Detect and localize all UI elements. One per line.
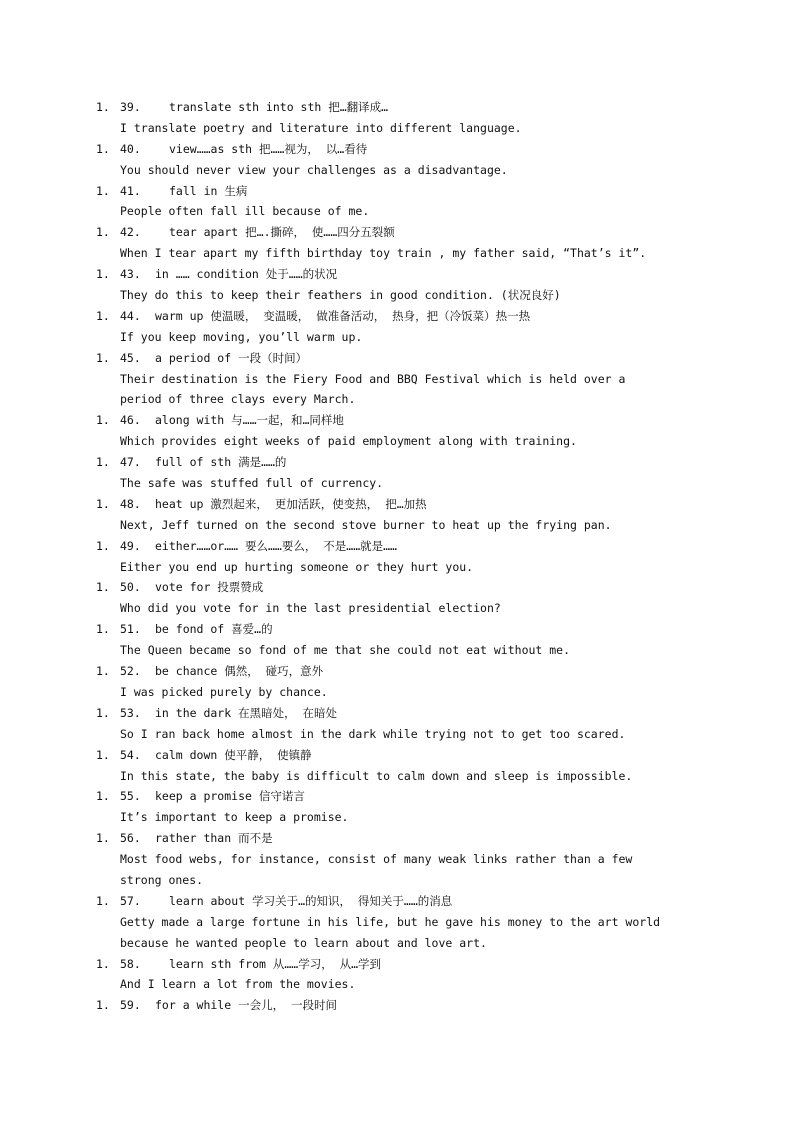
example-sentence: strong ones.	[120, 872, 204, 887]
example-sentence: The safe was stuffed full of currency.	[120, 476, 384, 491]
phrase-entry	[0, 139, 794, 181]
phrase-term: calm down 使平静， 使镇静	[155, 747, 312, 762]
example-sentence: So I ran back home almost in the dark while trying not to get too scared.	[120, 726, 626, 741]
phrase-heading	[0, 181, 794, 202]
item-number: 44.	[120, 308, 141, 323]
phrase-heading	[0, 703, 794, 724]
example-sentence: Which provides eight weeks of paid employment along with training.	[120, 434, 577, 449]
list-number: 1.	[96, 413, 110, 428]
phrase-entry	[0, 954, 794, 996]
example-sentence: I translate poetry and literature into different language.	[120, 120, 522, 135]
phrase-entry	[0, 348, 794, 411]
phrase-term: be chance 偶然， 碰巧，意外	[155, 664, 324, 679]
example-sentence: Getty made a large fortune in his life, but he gave his money to the art world	[120, 914, 661, 929]
phrase-term: for a while 一会儿， 一段时间	[155, 998, 338, 1013]
list-number: 1.	[96, 141, 110, 156]
phrase-heading	[0, 264, 794, 285]
phrase-term: vote for 投票赞成	[155, 580, 264, 595]
phrase-heading	[0, 348, 794, 369]
phrase-entry	[0, 891, 794, 954]
phrase-term: learn about 学习关于…的知识， 得知关于……的消息	[169, 893, 453, 908]
phrase-heading	[0, 828, 794, 849]
example-sentence: If you keep moving, you’ll warm up.	[120, 329, 363, 344]
phrase-entry	[0, 745, 794, 787]
example-sentence: Next, Jeff turned on the second stove burner to heat up the frying pan.	[120, 517, 612, 532]
phrase-heading	[0, 661, 794, 682]
phrase-heading	[0, 619, 794, 640]
list-number: 1.	[96, 496, 110, 511]
phrase-heading	[0, 995, 794, 1016]
phrase-entry	[0, 661, 794, 703]
phrase-term: either……or…… 要么……要么， 不是……就是……	[155, 538, 397, 553]
list-number: 1.	[96, 267, 110, 282]
item-number: 53.	[120, 705, 141, 720]
list-number: 1.	[96, 580, 110, 595]
phrase-heading	[0, 786, 794, 807]
example-sentence: Their destination is the Fiery Food and BBQ Festival which is held over a	[120, 371, 626, 386]
phrase-term: in …… condition 处于……的状况	[155, 267, 338, 282]
phrase-term: heat up 激烈起来， 更加活跃，使变热， 把…加热	[155, 496, 427, 511]
phrase-entry	[0, 786, 794, 828]
phrase-entry	[0, 222, 794, 264]
item-number: 41.	[120, 183, 141, 198]
phrase-entry	[0, 828, 794, 891]
phrase-term: tear apart 把….撕碎， 使……四分五裂额	[169, 225, 395, 240]
phrase-term: full of sth 满是……的	[155, 455, 287, 470]
item-number: 58.	[120, 956, 141, 971]
list-number: 1.	[96, 183, 110, 198]
example-sentence: The Queen became so fond of me that she could not eat without me.	[120, 643, 571, 658]
example-sentence: because he wanted people to learn about and love art.	[120, 935, 487, 950]
list-number: 1.	[96, 350, 110, 365]
example-sentence: And I learn a lot from the movies.	[120, 977, 356, 992]
item-number: 40.	[120, 141, 141, 156]
example-sentence: It’s important to keep a promise.	[120, 810, 349, 825]
item-number: 42.	[120, 225, 141, 240]
item-number: 55.	[120, 789, 141, 804]
item-number: 48.	[120, 496, 141, 511]
phrase-heading	[0, 577, 794, 598]
list-number: 1.	[96, 831, 110, 846]
list-number: 1.	[96, 455, 110, 470]
example-sentence: They do this to keep their feathers in good condition. (状况良好)	[120, 288, 561, 303]
phrase-heading	[0, 452, 794, 473]
phrase-term: be fond of 喜爱…的	[155, 622, 273, 637]
phrase-heading	[0, 410, 794, 431]
item-number: 49.	[120, 538, 141, 553]
item-number: 45.	[120, 350, 141, 365]
phrase-entry	[0, 577, 794, 619]
phrase-entry	[0, 619, 794, 661]
example-sentence: Either you end up hurting someone or they hurt you.	[120, 559, 474, 574]
example-sentence: When I tear apart my fifth birthday toy train , my father said, “That’s it”.	[120, 246, 647, 261]
item-number: 54.	[120, 747, 141, 762]
list-number: 1.	[96, 956, 110, 971]
example-sentence: In this state, the baby is difficult to calm down and sleep is impossible.	[120, 768, 633, 783]
item-number: 57.	[120, 893, 141, 908]
example-sentence: Who did you vote for in the last presidential election?	[120, 601, 501, 616]
phrase-heading	[0, 97, 794, 118]
phrase-entry	[0, 703, 794, 745]
phrase-term: view……as sth 把……视为， 以…看待	[169, 141, 368, 156]
phrase-entry	[0, 452, 794, 494]
list-number: 1.	[96, 664, 110, 679]
phrase-heading	[0, 222, 794, 243]
example-sentence: Most food webs, for instance, consist of many weak links rather than a few	[120, 852, 633, 867]
phrase-term: rather than 而不是	[155, 831, 273, 846]
item-number: 46.	[120, 413, 141, 428]
phrase-term: a period of 一段（时间）	[155, 350, 308, 365]
item-number: 39.	[120, 100, 141, 114]
example-sentence: You should never view your challenges as a disadvantage.	[120, 162, 508, 177]
phrase-term: in the dark 在黑暗处， 在暗处	[155, 705, 338, 720]
list-number: 1.	[96, 789, 110, 804]
example-sentence: I was picked purely by chance.	[120, 684, 328, 699]
phrase-entry	[0, 264, 794, 306]
phrase-term: keep a promise 信守诺言	[155, 789, 305, 804]
list-number: 1.	[96, 998, 110, 1013]
phrase-term: fall in 生病	[169, 183, 248, 198]
item-number: 56.	[120, 831, 141, 846]
item-number: 50.	[120, 580, 141, 595]
phrase-heading	[0, 745, 794, 766]
list-number: 1.	[96, 893, 110, 908]
list-number: 1.	[96, 747, 110, 762]
phrase-entry	[0, 494, 794, 536]
phrase-entry	[0, 181, 794, 223]
list-number: 1.	[96, 100, 110, 114]
item-number: 59.	[120, 998, 141, 1013]
phrase-heading	[0, 891, 794, 912]
item-number: 43.	[120, 267, 141, 282]
list-number: 1.	[96, 538, 110, 553]
phrase-heading	[0, 954, 794, 975]
example-sentence: People often fall ill because of me.	[120, 204, 370, 219]
phrase-heading	[0, 306, 794, 327]
phrase-term: along with 与……一起，和…同样地	[155, 413, 344, 428]
item-number: 51.	[120, 622, 141, 637]
list-number: 1.	[96, 705, 110, 720]
item-number: 52.	[120, 664, 141, 679]
item-number: 47.	[120, 455, 141, 470]
phrase-heading	[0, 536, 794, 557]
phrase-entry	[0, 536, 794, 578]
phrase-term: translate sth into sth 把…翻译成…	[169, 100, 389, 114]
phrase-heading	[0, 139, 794, 160]
list-number: 1.	[96, 225, 110, 240]
phrase-entry	[0, 306, 794, 348]
phrase-heading	[0, 494, 794, 515]
list-number: 1.	[96, 308, 110, 323]
phrase-term: learn sth from 从……学习， 从…学到	[169, 956, 382, 971]
phrase-entry	[0, 410, 794, 452]
list-number: 1.	[96, 622, 110, 637]
phrase-entry	[0, 995, 794, 1016]
phrase-term: warm up 使温暖， 变温暖， 做准备活动， 热身，把（冷饭菜）热一热	[155, 308, 531, 323]
phrase-entry	[0, 97, 794, 139]
example-sentence: period of three clays every March.	[120, 392, 356, 407]
phrase-list	[0, 97, 794, 1016]
